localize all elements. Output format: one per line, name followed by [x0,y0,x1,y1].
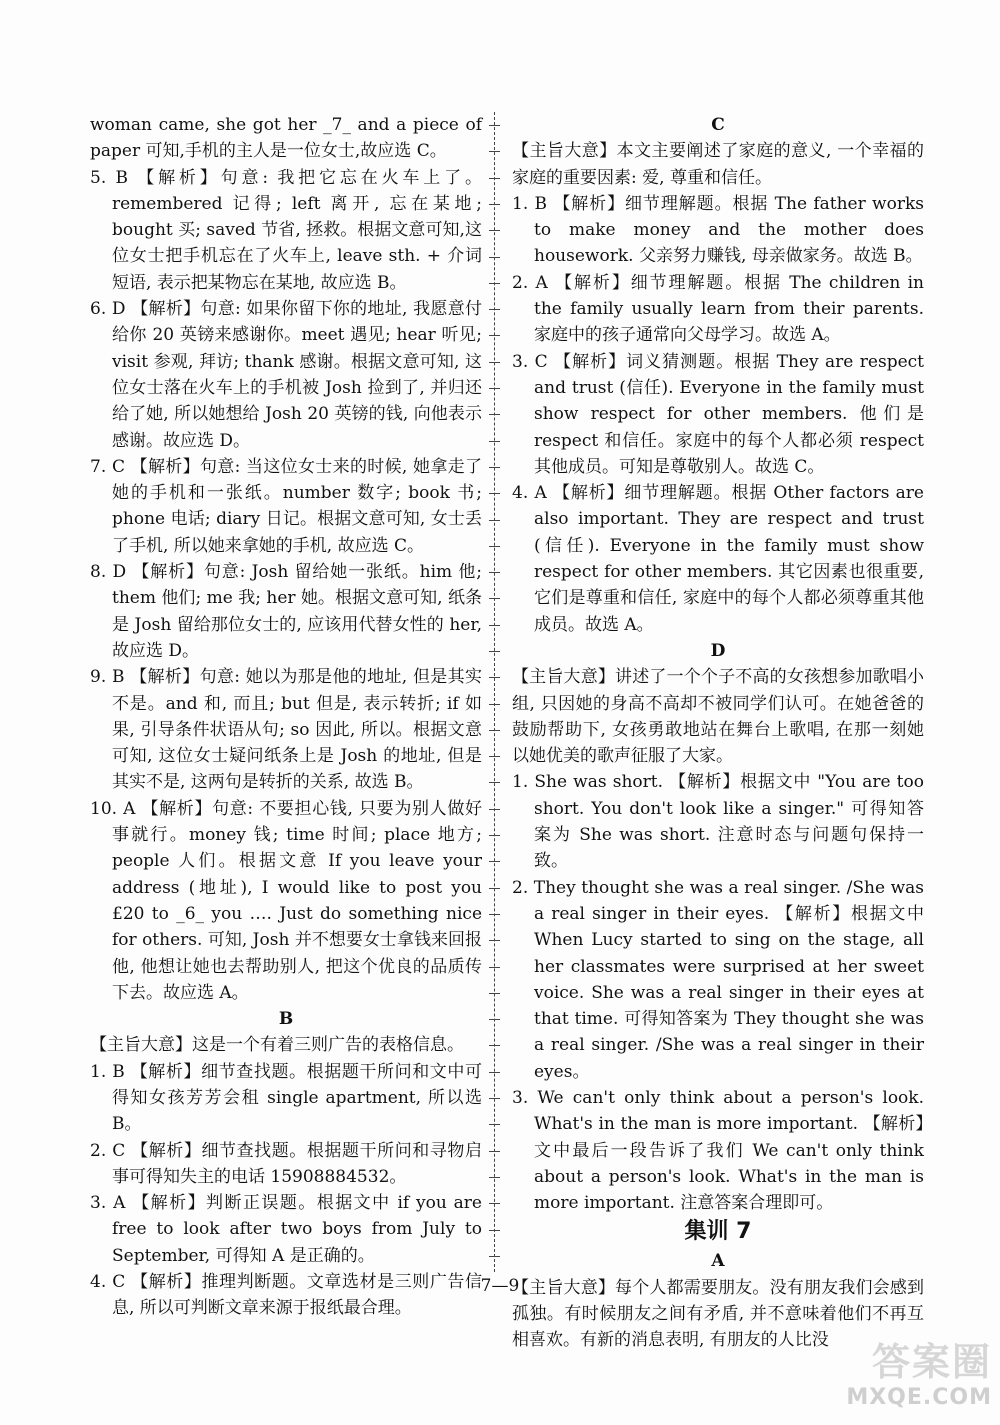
divider-tick [489,967,500,968]
section-heading: C [711,115,725,135]
section-heading: B [278,1009,294,1030]
divider-tick [489,809,500,810]
left-column [90,112,482,1322]
answer-item: 1. B 【解析】细节理解题。根据 The father works to make money and the mother does housework. 父亲努力赚钱, 母亲做家务。故选 B。 [512,193,924,267]
divider-tick [489,1177,500,1178]
divider-tick [489,178,500,179]
divider-tick [489,888,500,889]
divider-tick [489,1230,500,1231]
divider-tick [489,309,500,310]
answer-item: 1. B 【解析】细节查找题。根据题干所问和文中可得知女孩芳芳会租 single apartment, 所以选 B。 [90,1061,482,1135]
divider-tick [489,598,500,599]
divider-tick [489,572,500,573]
divider-tick [489,520,500,521]
divider-tick [489,388,500,389]
section-heading: D [710,640,726,661]
summary-paragraph: 【主旨大意】讲述了一个个子不高的女孩想参加歌唱小组, 只因她的身高不高却不被同学们认可。在她爸爸的鼓励帮助下, 女孩勇敢地站在舞台上歌唱, 在那一刻她以她优美的歌声征服了大家。 [512,667,924,767]
answer-item: 2. A 【解析】细节理解题。根据 The children in the family usually learn from their parents. 家庭中的孩子通常向父母学习。故选 A。 [512,272,924,346]
summary-paragraph: woman came, she got her _7_ and a piece of paper 可知,手机的主人是一位女士,故应选 C。 [90,115,482,162]
summary-paragraph: 【主旨大意】这是一个有着三则广告的表格信息。 [90,1035,464,1056]
divider-tick [489,230,500,231]
answer-item: 5. B 【解析】句意: 我把它忘在火车上了。remembered 记得; left 离开, 忘在某地; bought 买; saved 节省, 拯救。根据文意可知,这位女士把手机忘在了火车上, leave sth. + 介词短语, 表示把某物忘在某地, 故应选 B。 [90,167,482,293]
divider-tick [489,1151,500,1152]
answer-item: 7. C 【解析】句意: 当这位女士来的时候, 她拿走了她的手机和一张纸。number 数字; book 书; phone 电话; diary 日记。根据文意可知, 女士丢了手机, 所以她来拿她的手机, 故应选 C。 [90,456,482,556]
answer-item: 3. We can't only think about a person's look. What's in the man is more important. 【解析】文中最后一段告诉了我们 We can't only think about a person's look. What's in the man is more important. 注意答案合理即可。 [512,1087,924,1214]
watermark-url: MXQE.COM [846,1385,992,1410]
divider-tick [489,835,500,836]
divider-tick [489,335,500,336]
divider-tick [489,914,500,915]
divider-tick [489,1045,500,1046]
answer-item: 3. A 【解析】判断正误题。根据文中 if you are free to look after two boys from July to September, 可得知 A 是正确的。 [90,1193,482,1266]
divider-tick [489,1098,500,1099]
watermark-logo: 答案圈 [871,1340,992,1384]
divider-tick [489,861,500,862]
divider-tick [489,125,500,126]
answer-item: 6. D 【解析】句意: 如果你留下你的地址, 我愿意付给你 20 英镑来感谢你。meet 遇见; hear 听见; visit 参观, 拜访; thank 感谢。根据文意可知, 这位女士落在火车上的手机被 Josh 捡到了, 并归还给了她, 所以她想给 Josh 20 英镑的钱, 向他表示感谢。故应选 D。 [90,299,482,451]
unit-title: 集训 7 [684,1219,752,1245]
divider-tick [489,677,500,678]
divider-tick [489,467,500,468]
answer-item: 4. A 【解析】细节理解题。根据 Other factors are also important. They are respect and trust (信任). Everyone in the family must show respect for other members. 其它因素也很重要, 它们是尊重和信任, 家庭中的每个人都必须尊重其他成员。故选 A。 [512,483,924,635]
answer-item: 9. B 【解析】句意: 她以为那是他的地址, 但是其实不是。and 和, 而且; but 但是, 表示转折; if 如果, 引导条件状语从句; so 因此, 所以。根据文意可知, 这位女士疑问纸条上是 Josh 的地址, 但是其实不是, 这两句是转折的关系, 故选 B。 [90,667,482,793]
answer-item: 3. C 【解析】词义猜测题。根据 They are respect and trust (信任). Everyone in the family must show respect for other members. 他们是 respect 和信任。家庭中的每个人都必须 respect 其他成员。可知是尊敬别人。故选 C。 [512,351,924,477]
answer-item: 2. C 【解析】细节查找题。根据题干所问和寻物启事可得知失主的电话 15908884532。 [90,1140,482,1187]
divider-tick [489,993,500,994]
divider-tick [489,283,500,284]
divider-tick [489,441,500,442]
divider-tick [489,730,500,731]
answer-item: 8. D 【解析】句意: Josh 留给她一张纸。him 他; them 他们; me 我; her 她。根据文意可知, 纸条是 Josh 留给那位女士的, 应该用代替女性的 her, 故应选 D。 [90,562,482,661]
divider-tick [489,1019,500,1020]
page-number: 7—9 [480,1276,520,1296]
divider-tick [489,1256,500,1257]
divider-tick [489,704,500,705]
watermark [817,1339,992,1419]
divider-tick [489,756,500,757]
divider-tick [489,414,500,415]
divider-tick [489,1203,500,1204]
divider-tick [489,204,500,205]
answer-item: 1. She was short. 【解析】根据文中 "You are too short. You don't look like a singer." 可得知答案为 She was short. 注意时态与问题句保持一致。 [512,772,924,872]
divider-tick [489,625,500,626]
section-heading: A [711,1251,725,1272]
divider-tick [489,362,500,363]
divider-tick [489,1072,500,1073]
divider-tick [489,1124,500,1125]
answer-item: 10. A 【解析】句意: 不要担心钱, 只要为别人做好事就行。money 钱; time 时间; place 地方; people 人们。根据文意 If you leave your address (地址), I would like to post you £20 to _6_ you …. Just do something nice for others. 可知, Josh 并不想要女士拿钱来回报他, 他想让她也去帮助别人, 把这个优良的品质传下去。故应选 A。 [90,798,482,1003]
summary-paragraph: 【主旨大意】本文主要阐述了家庭的意义, 一个幸福的家庭的重要因素: 爱, 尊重和信任。 [512,141,924,188]
divider-tick [489,782,500,783]
summary-paragraph: 【主旨大意】每个人都需要朋友。没有朋友我们会感到孤独。有时候朋友之间有矛盾, 并不意味着他们不再互相喜欢。有新的消息表明, 有朋友的人比没 [512,1277,924,1351]
answer-item: 4. C 【解析】推理判断题。文章选材是三则广告信息, 所以可判断文章来源于报纸最合理。 [90,1272,482,1319]
divider-tick [489,940,500,941]
right-column [512,112,924,1354]
divider-tick [489,651,500,652]
divider-tick [489,546,500,547]
divider-tick [489,493,500,494]
divider-tick [489,151,500,152]
divider-tick [489,257,500,258]
answer-item: 2. They thought she was a real singer. /She was a real singer in their eyes. 【解析】根据文中 When Lucy started to sing on the stage, all her classmates were surprised at her sweet voice. She was a real singer in their eyes at that time. 可得知答案为 They thought she was a real singer. /She was a real singer in their eyes。 [512,877,924,1082]
